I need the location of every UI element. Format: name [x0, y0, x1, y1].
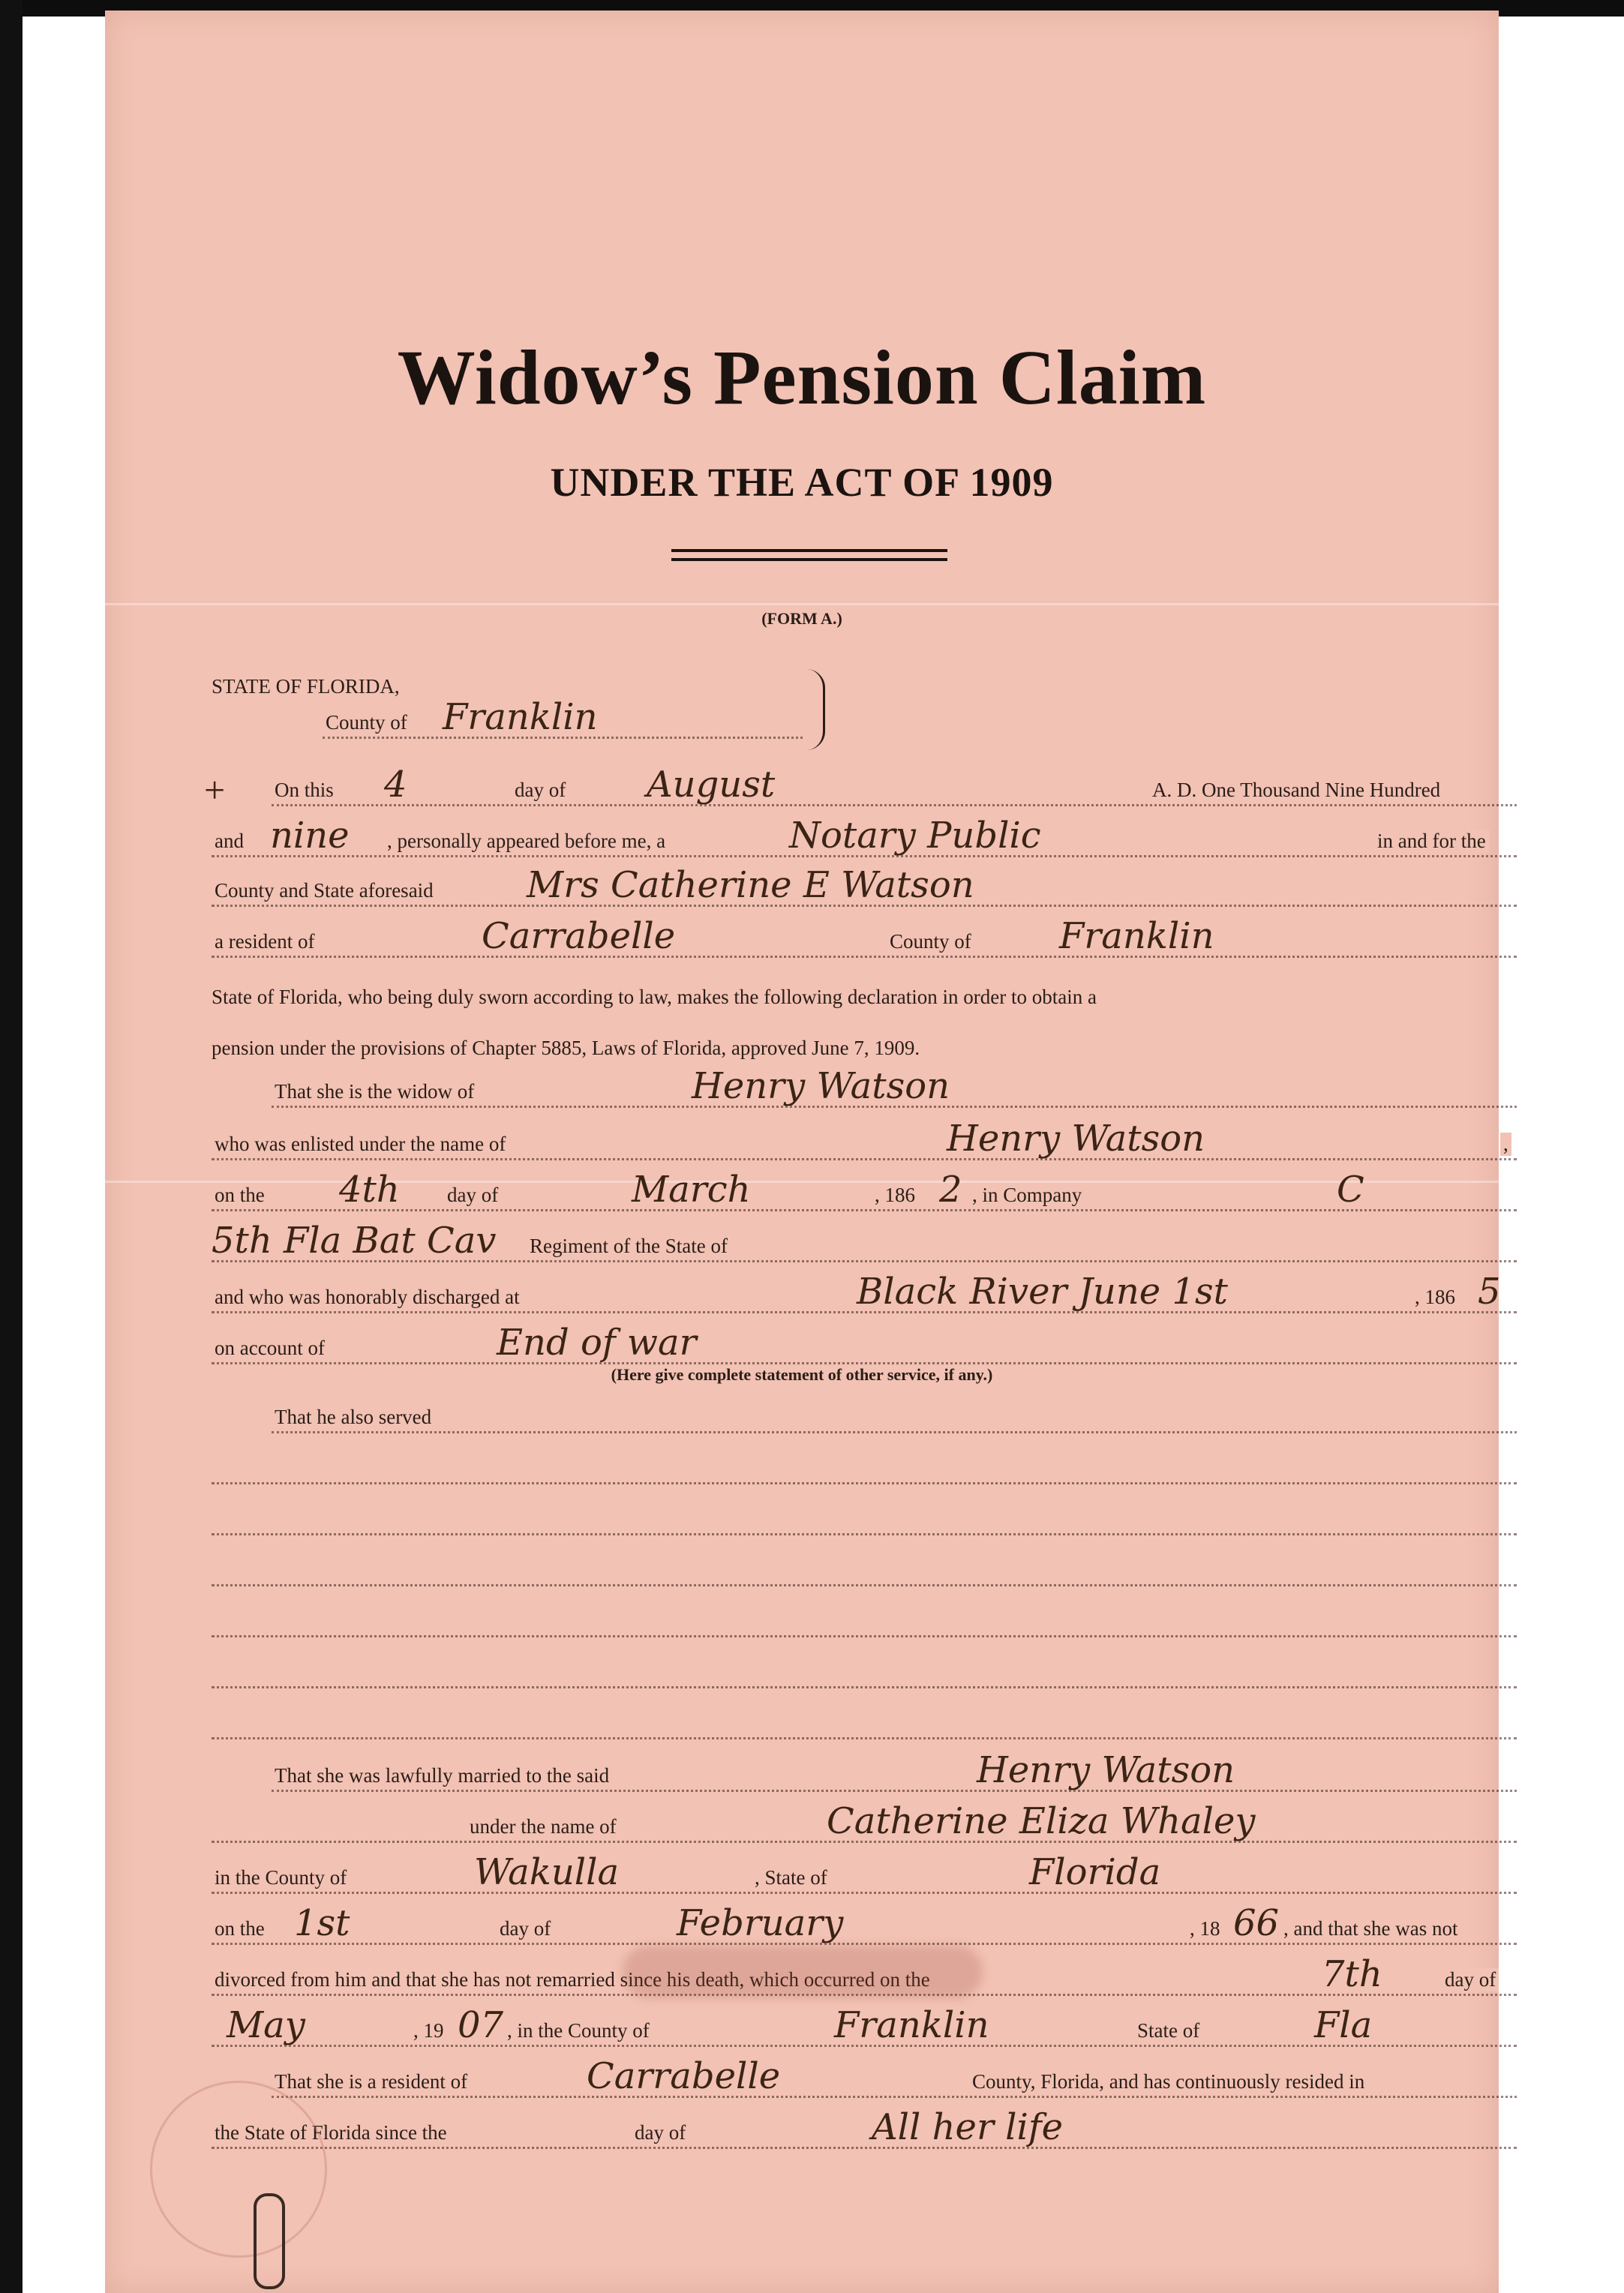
pension-form-sheet — [105, 11, 1508, 2293]
paper-stain — [623, 1946, 983, 1998]
document-title: Widow’s Pension Claim — [397, 335, 1207, 421]
declaration-text: State of Florida, who being duly sworn according to law, makes the following declaration in order to obtain a — [212, 986, 1097, 1008]
fold-line — [105, 603, 1499, 605]
form-line-22 — [212, 1851, 1517, 1894]
form-line-20 — [272, 1749, 1517, 1792]
line-text: That he also served — [272, 1406, 434, 1429]
handwritten-entry: Wakulla — [474, 1851, 620, 1893]
line-text: That she is a resident of — [272, 2070, 470, 2093]
line-text: divorced from him and that she has not remarried since his death, which occurred on the — [212, 1968, 933, 1991]
blank-line — [212, 1553, 1517, 1586]
handwritten-entry: 4th — [339, 1169, 400, 1211]
handwritten-entry: August — [647, 764, 776, 806]
cross-mark: + — [204, 769, 226, 811]
line-text: , 186 — [872, 1184, 918, 1207]
form-line-7 — [272, 1065, 1517, 1108]
form-line-13 — [272, 1400, 1517, 1433]
form-line-25 — [212, 2004, 1517, 2047]
title-rule — [671, 558, 947, 561]
county-entry: Franklin — [443, 696, 598, 738]
county-line — [323, 696, 803, 739]
form-line-2 — [212, 815, 1517, 857]
line-text: in the County of — [212, 1866, 350, 1889]
handwritten-entry: Notary Public — [789, 815, 1041, 857]
blank-line — [212, 1706, 1517, 1739]
line-text: day of — [444, 1184, 501, 1207]
handwritten-entry: C — [1337, 1169, 1364, 1211]
handwritten-entry: Franklin — [834, 2004, 989, 2046]
line-text: , State of — [752, 1866, 830, 1889]
line-text: and — [212, 830, 247, 853]
title-rule — [671, 549, 947, 552]
line-text: a resident of — [212, 930, 317, 953]
document-subtitle: UNDER THE ACT OF 1909 — [550, 460, 1054, 505]
line-text: on the — [212, 1184, 268, 1207]
handwritten-entry: Henry Watson — [977, 1749, 1235, 1791]
handwritten-entry: nine — [270, 815, 350, 857]
handwritten-entry: 07 — [458, 2004, 504, 2046]
handwritten-entry: Carrabelle — [482, 915, 676, 957]
handwritten-entry: March — [632, 1169, 751, 1211]
form-line-21 — [212, 1800, 1517, 1843]
line-text: On this — [272, 779, 337, 802]
line-text: , 19 — [410, 2019, 447, 2042]
paper-clip-mark — [254, 2193, 285, 2289]
handwritten-entry: Black River June 1st — [857, 1271, 1228, 1313]
form-line-11 — [212, 1271, 1517, 1313]
handwritten-entry: Carrabelle — [587, 2055, 781, 2097]
handwritten-entry: February — [677, 1902, 844, 1944]
embossed-seal — [150, 2081, 327, 2258]
form-line-8 — [212, 1118, 1517, 1160]
form-line-1 — [272, 764, 1517, 806]
line-text: , personally appeared before me, a — [384, 830, 668, 853]
line-text: day of — [1442, 1968, 1499, 1991]
line-text: , in Company — [969, 1184, 1085, 1207]
line-text: on the — [212, 1917, 268, 1940]
line-text: State of — [1134, 2019, 1202, 2042]
form-label: (FORM A.) — [761, 609, 842, 628]
form-line-9 — [212, 1169, 1517, 1211]
handwritten-entry: 1st — [294, 1902, 350, 1944]
blank-line — [212, 1502, 1517, 1535]
handwritten-entry: 5th Fla Bat Cav — [212, 1220, 497, 1262]
line-text: and who was honorably discharged at — [212, 1286, 523, 1309]
handwritten-entry: 4 — [384, 764, 407, 806]
line-text: who was enlisted under the name of — [212, 1133, 509, 1156]
handwritten-entry: Fla — [1314, 2004, 1373, 2046]
handwritten-entry: Catherine Eliza Whaley — [827, 1800, 1256, 1842]
form-line-23 — [212, 1902, 1517, 1945]
line-text: County, Florida, and has continuously resided in — [969, 2070, 1367, 2093]
blank-line — [212, 1655, 1517, 1688]
form-line-3 — [212, 864, 1517, 907]
line-text: , — [1500, 1133, 1511, 1156]
line-text: the State of Florida since the — [212, 2121, 450, 2144]
line-text: County of — [887, 930, 974, 953]
line-text: day of — [497, 1917, 554, 1940]
declaration-text: pension under the provisions of Chapter 5885, Laws of Florida, approved June 7, 1909. — [212, 1037, 920, 1059]
blank-line — [212, 1604, 1517, 1637]
state-heading: STATE OF FLORIDA, — [212, 675, 400, 698]
line-text: day of — [632, 2121, 689, 2144]
handwritten-entry: Mrs Catherine E Watson — [527, 864, 974, 906]
handwritten-entry: 5 — [1478, 1271, 1501, 1313]
county-brace — [806, 669, 825, 750]
scan-left-edge — [0, 0, 23, 2293]
line-text: , 18 — [1187, 1917, 1223, 1940]
line-text: Regiment of the State of — [527, 1235, 731, 1258]
line-text: day of — [512, 779, 569, 802]
county-prefix: County of — [323, 711, 410, 734]
blank-line — [212, 1451, 1517, 1484]
form-line-10 — [212, 1220, 1517, 1262]
instruction-note: (Here give complete statement of other service, if any.) — [611, 1365, 993, 1384]
handwritten-entry: May — [227, 2004, 305, 2046]
line-text: , and that she was not — [1280, 1917, 1460, 1940]
handwritten-entry: 66 — [1233, 1902, 1280, 1944]
line-text: County and State aforesaid — [212, 879, 437, 902]
line-text: , 186 — [1412, 1286, 1458, 1309]
handwritten-entry: 2 — [939, 1169, 962, 1211]
handwritten-entry: All her life — [872, 2106, 1064, 2148]
line-text: on account of — [212, 1337, 328, 1360]
handwritten-entry: Florida — [1029, 1851, 1161, 1893]
line-text: A. D. One Thousand Nine Hundred — [1149, 779, 1443, 802]
line-text: That she is the widow of — [272, 1080, 477, 1103]
handwritten-entry: End of war — [497, 1322, 697, 1364]
form-line-4 — [212, 915, 1517, 958]
form-line-27 — [212, 2106, 1517, 2149]
line-text: , in the County of — [504, 2019, 653, 2042]
handwritten-entry: Franklin — [1059, 915, 1214, 957]
handwritten-entry: Henry Watson — [947, 1118, 1205, 1160]
line-text: under the name of — [467, 1815, 620, 1838]
line-text: in and for the — [1374, 830, 1489, 853]
line-text: That she was lawfully married to the said — [272, 1764, 612, 1787]
form-line-12 — [212, 1322, 1517, 1364]
handwritten-entry: 7th — [1322, 1953, 1382, 1995]
form-line-26 — [272, 2055, 1517, 2098]
handwritten-entry: Henry Watson — [692, 1065, 950, 1107]
